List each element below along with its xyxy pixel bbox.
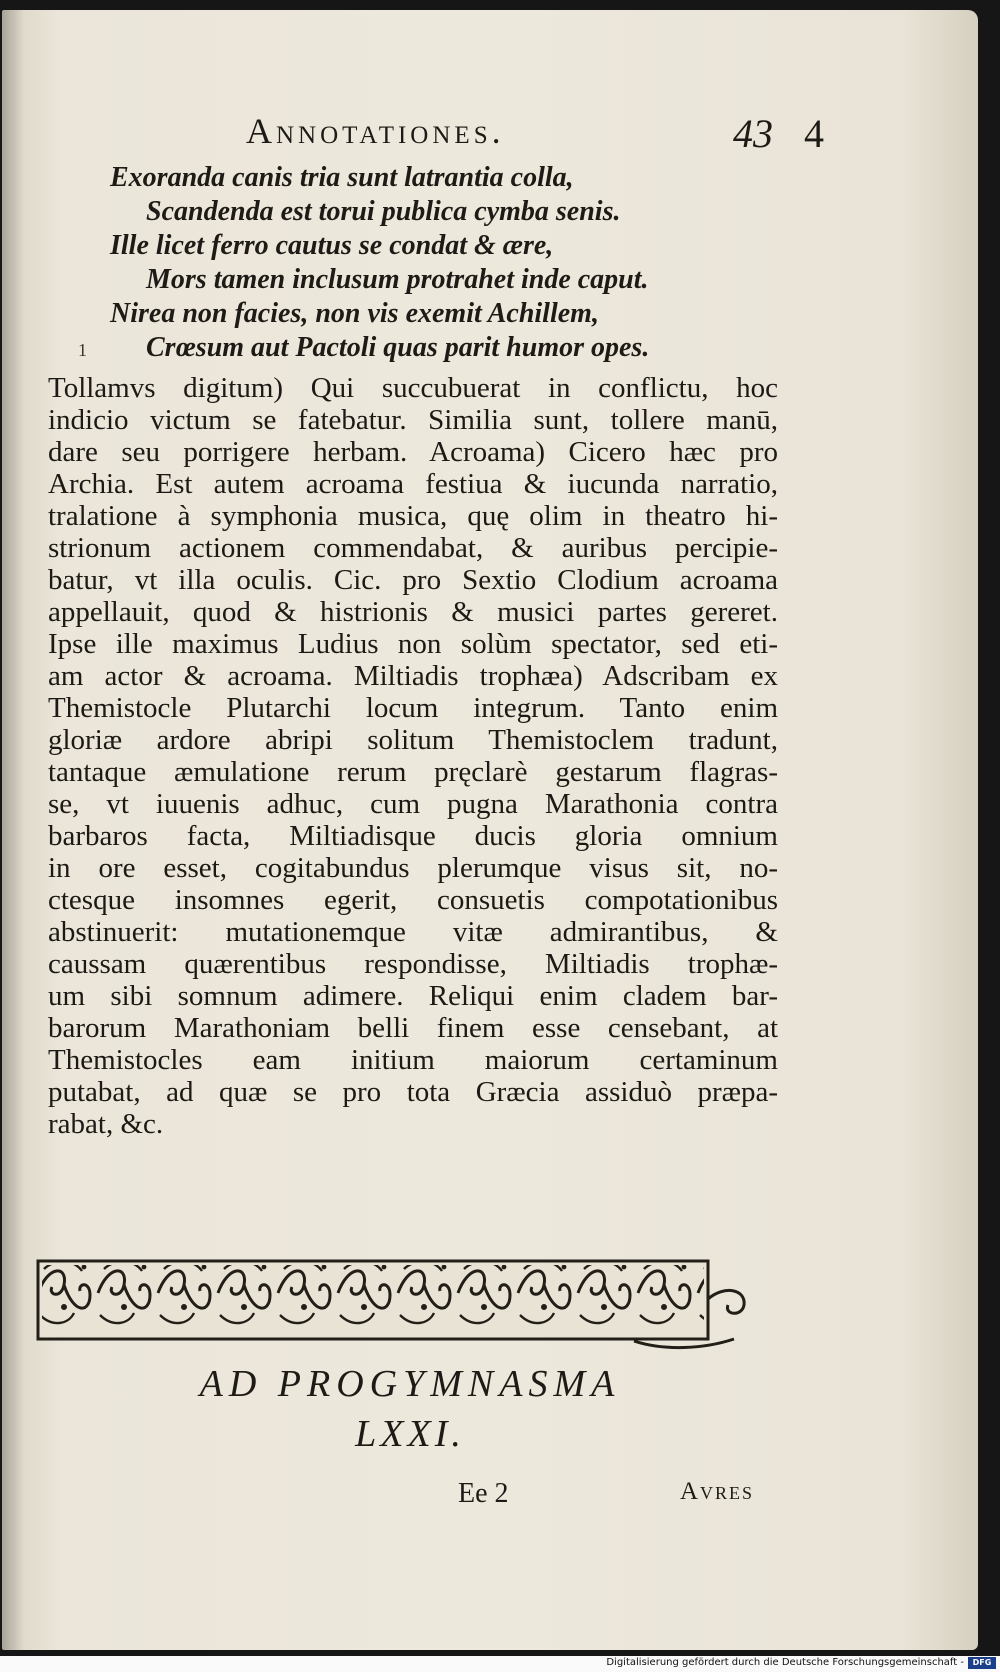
prose-line: ctesque insomnes egerit, consuetis compotationibus [48,884,778,916]
page-header [0,110,1000,170]
prose-line: se, vt iuuenis adhuc, cum pugna Marathonia contra [48,788,778,820]
prose-line: appellauit, quod & histrionis & musici partes gereret. [48,596,778,628]
prose-line: strionum actionem commendabat, & auribus percipie- [48,532,778,564]
prose-line: Themistocle Plutarchi locum integrum. Tanto enim [48,692,778,724]
prose-line: indicio victum se fatebatur. Similia sunt, tollere manū, [48,404,778,436]
verse-line: Mors tamen inclusum protrahet inde caput. [146,264,649,295]
prose-line: gloriæ ardore abripi solitum Themistoclem tradunt, [48,724,778,756]
prose-line: tantaque æmulatione rerum pręclarè gestarum flagras- [48,756,778,788]
prose-line: Themistocles eam initium maiorum certaminum [48,1044,778,1076]
line-marker: 1 [78,340,87,360]
catchword: Avres [680,1478,755,1505]
page-number: 43 [733,111,773,156]
prose-line: dare seu porrigere herbam. Acroama) Cicero hæc pro [48,436,778,468]
ornamental-headpiece [34,1255,752,1351]
verse-line: Scandenda est torui publica cymba senis. [146,196,621,227]
prose-line: abstinuerit: mutationemque vitæ admirantibus, & [48,916,778,948]
prose-line: rabat, &c. [48,1108,164,1140]
section-title: AD PROGYMNASMA [199,1363,621,1405]
folio-number: 4 [804,111,824,156]
prose-line: batur, vt illa oculis. Cic. pro Sextio Clodium acroama [48,564,778,596]
prose-line: caussam quærentibus respondisse, Miltiadis trophæ- [48,948,778,980]
section-number: LXXI. [355,1413,465,1455]
dfg-logo-icon: DFG [968,1657,996,1669]
prose-line: in ore esset, cogitabundus plerumque visus sit, no- [48,852,778,884]
prose-line: barorum Marathoniam belli finem esse censebant, at [48,1012,778,1044]
verse-line: Crœsum aut Pactoli quas parit humor opes. [146,332,650,363]
prose-line: tralatione à symphonia musica, quę olim in theatro hi- [48,500,778,532]
verse-line: Ille licet ferro cautus se condat & ære, [110,230,554,261]
running-title: Annotationes. [246,111,505,151]
verse-line: Nirea non facies, non vis exemit Achillem, [110,298,599,329]
prose-line: am actor & acroama. Miltiadis trophæa) Adscribam ex [48,660,778,692]
prose-line: Ipse ille maximus Ludius non solùm spectator, sed eti- [48,628,778,660]
prose-line: barbaros facta, Miltiadisque ducis gloria omnium [48,820,778,852]
digitization-notice: Digitalisierung gefördert durch die Deutsche Forschungsgemeinschaft - [606,1657,964,1668]
signature-mark: Ee 2 [458,1478,509,1509]
verse-line: Exoranda canis tria sunt latrantia colla, [110,162,574,193]
prose-line: putabat, ad quæ se pro tota Græcia assiduò præpa- [48,1076,778,1108]
prose-line: Tollamvs digitum) Qui succubuerat in conflictu, hoc [48,372,778,404]
prose-line: um sibi somnum adimere. Reliqui enim cladem bar- [48,980,778,1012]
prose-line: Archia. Est autem acroama festiua & iucunda narratio, [48,468,778,500]
